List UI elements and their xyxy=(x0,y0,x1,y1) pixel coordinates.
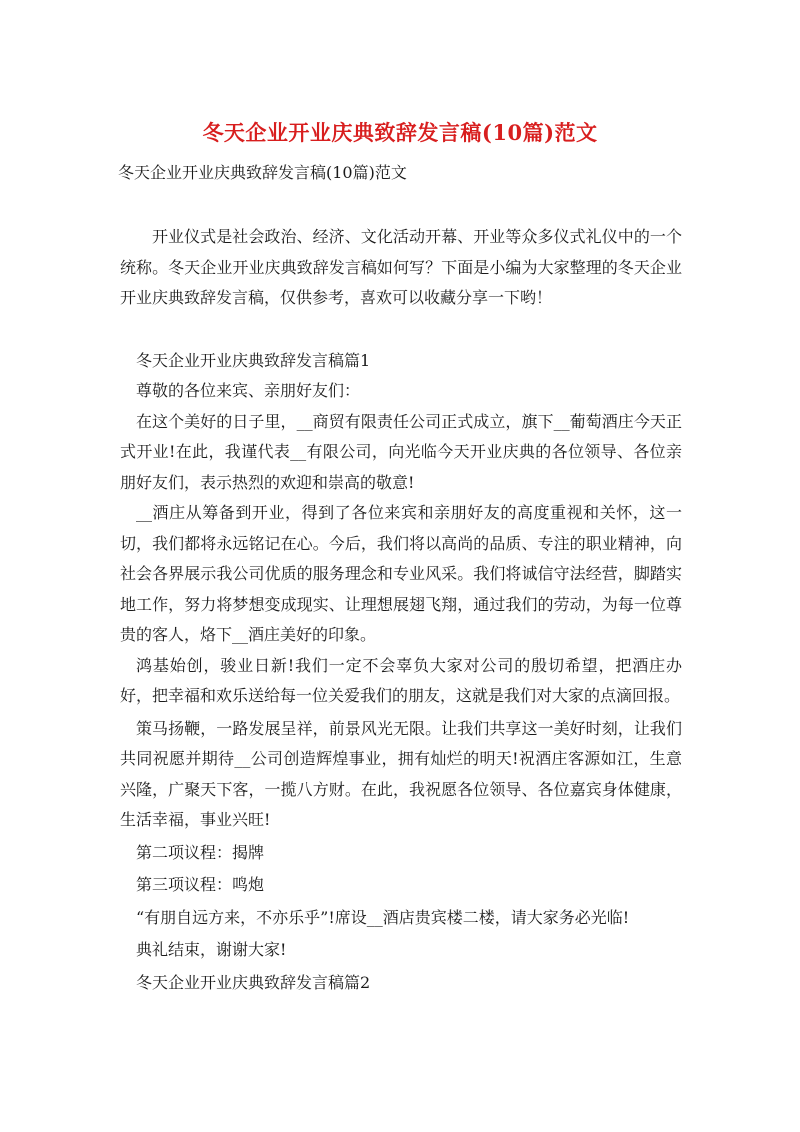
greeting-line: 尊敬的各位来宾、亲朋好友们： xyxy=(136,381,361,400)
agenda-item-3: 第三项议程：鸣炮 xyxy=(136,875,265,894)
section-heading-2: 冬天企业开业庆典致辞发言稿篇2 xyxy=(136,972,371,992)
speech-paragraph-3: 鸿基始创，骏业日新!我们一定不会辜负大家对公司的殷切希望，把酒庄办好，把幸福和欢乐送给每一位关爱我们的朋友，这就是我们对大家的点滴回报。 xyxy=(120,655,682,705)
intro-paragraph: 开业仪式是社会政治、经济、文化活动开幕、开业等众多仪式礼仪中的一个统称。冬天企业开业庆典致辞发言稿如何写？下面是小编为大家整理的冬天企业开业庆典致辞发言稿，仅供参考，喜欢可以收藏分享一下哟！ xyxy=(120,227,682,307)
section-heading-1: 冬天企业开业庆典致辞发言稿篇1 xyxy=(136,350,371,370)
speech-paragraph-4: 策马扬鞭，一路发展呈祥，前景风光无限。让我们共享这一美好时刻，让我们共同祝愿并期待__公司创造辉煌事业，拥有灿烂的明天!祝酒庄客源如江，生意兴隆，广聚天下客，一揽八方财。在此，我祝愿各位领导、各位嘉宾身体健康，生活幸福，事业兴旺! xyxy=(120,718,682,829)
speech-paragraph-2: __酒庄从筹备到开业，得到了各位来宾和亲朋好友的高度重视和关怀，这一切，我们都将永远铭记在心。今后，我们将以高尚的品质、专注的职业精神，向社会各界展示我公司优质的服务理念和专业风采。我们将诚信守法经营，脚踏实地工作，努力将梦想变成现实、让理想展翅飞翔，通过我们的劳动，为每一位尊贵的客人，烙下__酒庄美好的印象。 xyxy=(120,503,682,644)
agenda-item-2: 第二项议程：揭牌 xyxy=(136,842,265,862)
invitation-line: “有朋自远方来，不亦乐乎”!席设__酒店贵宾楼二楼，请大家务必光临! xyxy=(136,907,630,927)
document-subtitle: 冬天企业开业庆典致辞发言稿(10篇)范文 xyxy=(118,163,407,182)
document-title: 冬天企业开业庆典致辞发言稿(10篇)范文 xyxy=(202,120,598,145)
speech-paragraph-1: 在这个美好的日子里，__商贸有限责任公司正式成立，旗下__葡萄酒庄今天正式开业!在此，我谨代表__有限公司，向光临今天开业庆典的各位领导、各位亲朋好友们，表示热烈的欢迎和崇高的敬意! xyxy=(120,411,682,492)
document-body xyxy=(120,222,682,998)
closing-line: 典礼结束，谢谢大家! xyxy=(136,940,287,959)
